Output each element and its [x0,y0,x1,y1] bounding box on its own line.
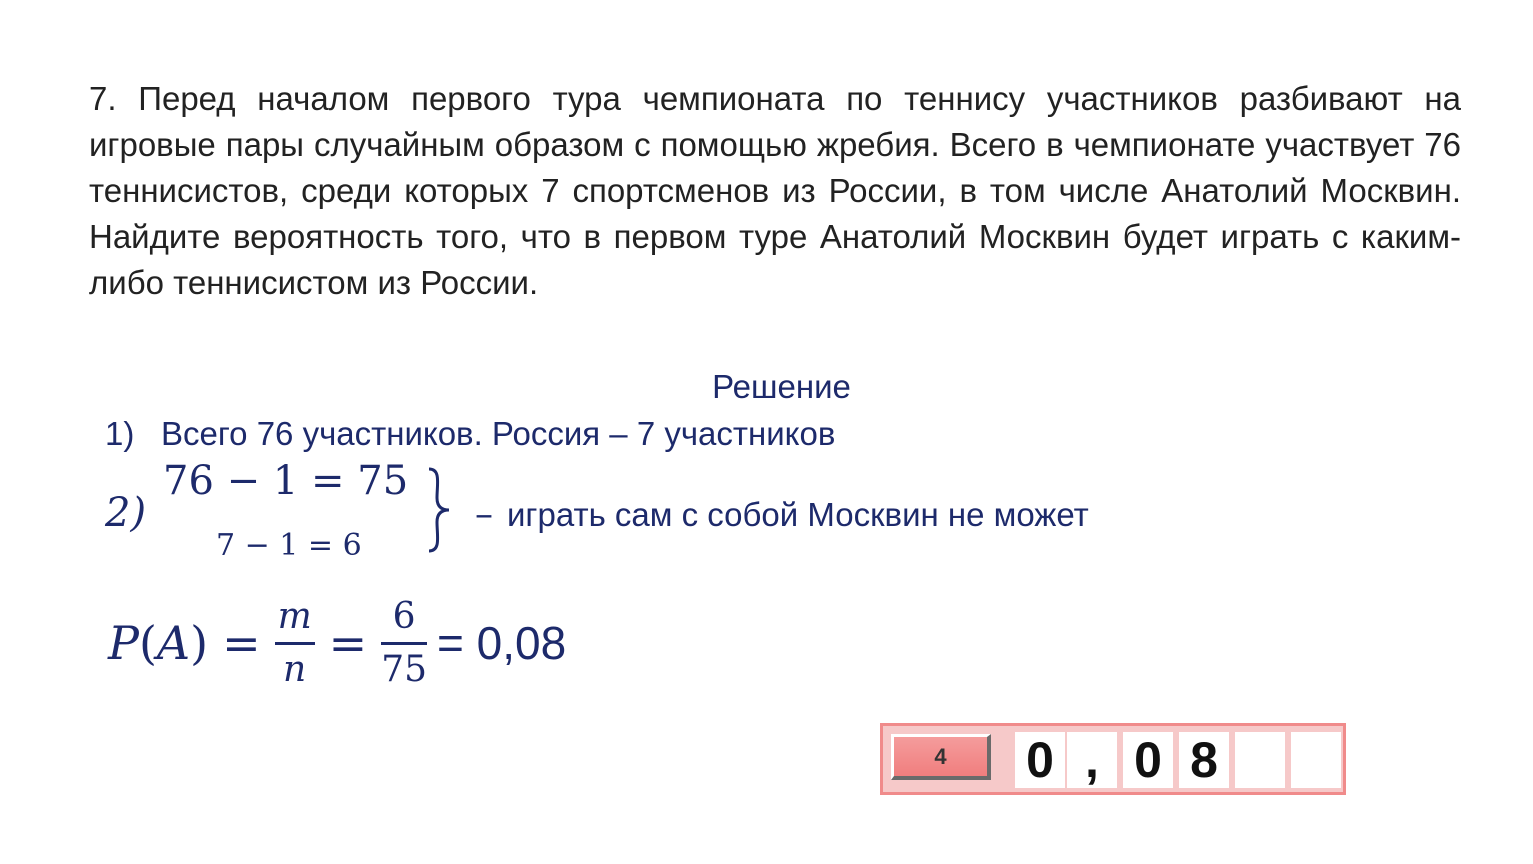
solution-step-1 [105,415,835,453]
equation-russian-opponents: 7 − 1 = 6 [216,528,362,563]
answer-cell[interactable]: 0 [1123,732,1173,788]
problem-statement: 7. Перед началом первого тура чемпионата по теннису участников разбивают на игровые пары случайным образом с помощью жребия. Всего в чемпионате участвует 76 теннисистов, среди которых 7 спортсменов из России, в том числе Анатолий Москвин. Найдите вероятность того, что в первом туре Анатолий Москвин будет играть с каким-либо теннисистом из России. [89,80,1461,301]
answer-cell[interactable]: 0 [1015,732,1065,788]
step-2-note [475,494,1089,535]
fraction-numerator-m: m [277,595,312,637]
solution-title: Решение [712,368,851,405]
task-number-button[interactable]: 4 [891,734,991,780]
answer-box [880,723,1346,795]
step-2-note-text: играть сам с собой Москвин не может [507,496,1089,533]
fraction-bar [381,642,427,645]
probability-letter: P [108,616,139,670]
answer-cell[interactable]: , [1067,732,1117,788]
fraction-denominator-n: n [283,648,307,690]
probability-expression: P(A) [108,616,209,670]
answer-cell[interactable]: 8 [1179,732,1229,788]
probability-result: = 0,08 [437,617,567,669]
fraction-m-over-n [275,595,315,692]
right-brace-icon [423,466,453,554]
fraction-numerator-6: 6 [392,595,416,637]
fraction-denominator-75: 75 [381,648,427,690]
fraction-bar [275,642,315,645]
answer-cell[interactable] [1235,732,1285,788]
probability-formula [108,588,566,698]
step-1-number: 1) [105,415,135,452]
step-2-dash: – [475,494,493,535]
equals-sign: = [328,616,368,670]
step-2-number: 2) [105,490,147,536]
equals-sign: = [222,616,261,670]
equation-total-opponents: 76 − 1 = 75 [163,458,409,504]
answer-cell[interactable] [1291,732,1341,788]
event-letter: A [156,616,191,670]
step-1-text: Всего 76 участников. Россия – 7 участников [161,415,836,452]
fraction-6-over-75 [381,595,427,692]
